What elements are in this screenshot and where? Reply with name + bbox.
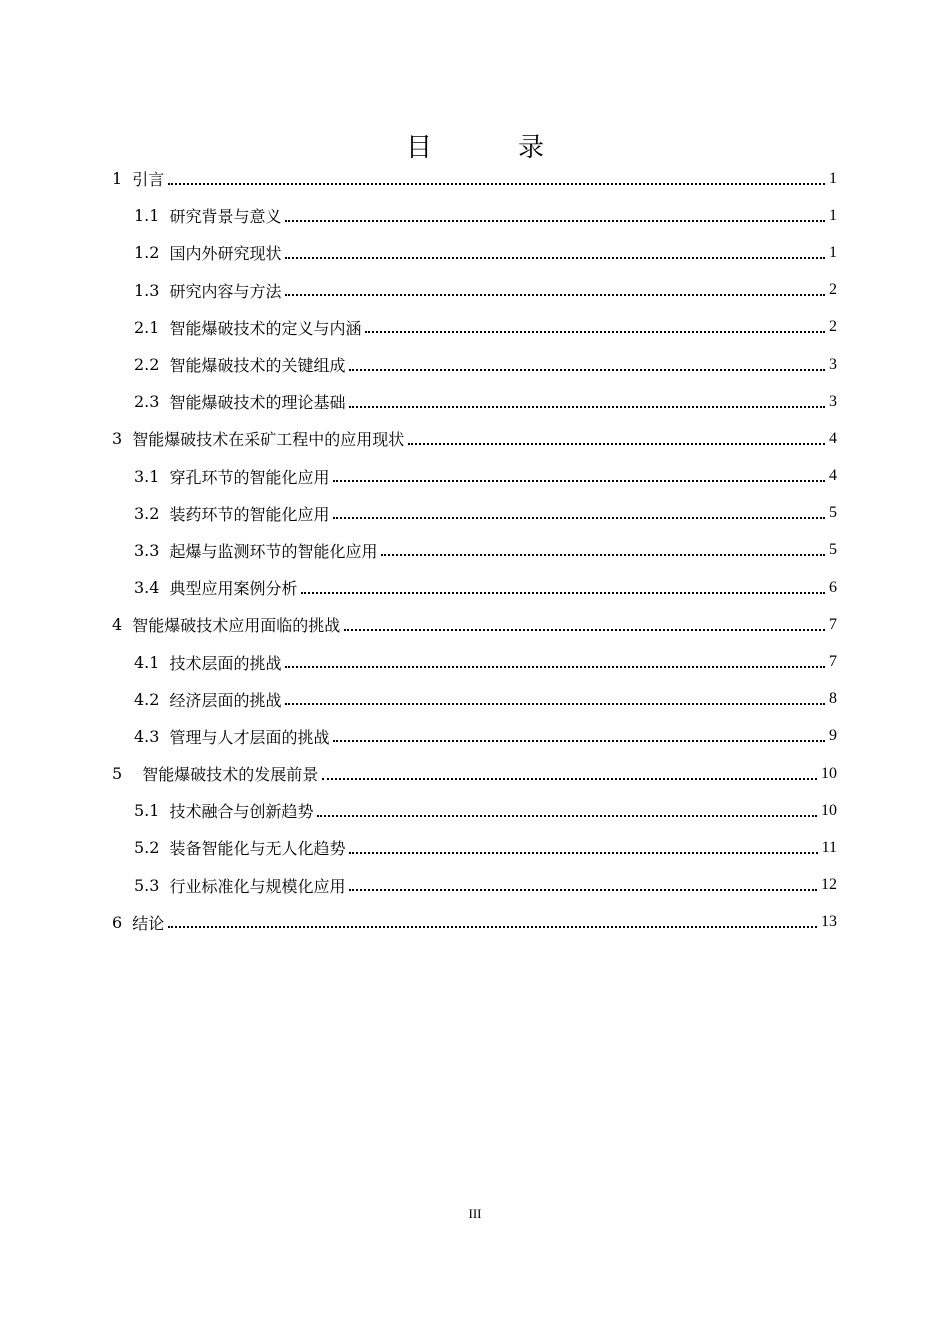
- toc-entry-number: 5.1: [134, 801, 160, 821]
- toc-entry-label: 智能爆破技术的理论基础: [169, 393, 346, 413]
- toc-dot-leader: [322, 778, 817, 780]
- toc-dot-leader: [381, 554, 825, 556]
- toc-dot-leader: [333, 480, 825, 482]
- toc-entry[interactable]: [112, 792, 837, 829]
- toc-entry-number: 2.3: [134, 392, 160, 412]
- toc-entry-label: 装药环节的智能化应用: [169, 504, 330, 524]
- toc-entry[interactable]: [112, 495, 837, 532]
- toc-entry-number: 1.1: [134, 206, 160, 226]
- toc-entry-number: 3.2: [134, 503, 160, 523]
- toc-entry-page: 10: [821, 764, 837, 782]
- toc-entry-page: 3: [829, 392, 837, 410]
- toc-entry-page: 1: [829, 206, 837, 224]
- toc-entry-number: 4.3: [134, 726, 160, 746]
- toc-entry-number: 4.2: [134, 689, 160, 709]
- toc-entry-label: 行业标准化与规模化应用: [169, 876, 346, 896]
- toc-dot-leader: [285, 220, 825, 222]
- toc-entry-label: 结论: [132, 913, 165, 933]
- toc-entry[interactable]: [112, 755, 837, 792]
- toc-entry-page: 2: [829, 318, 837, 336]
- toc-dot-leader: [349, 852, 817, 854]
- toc-entry-number: 3: [112, 429, 123, 449]
- toc-entry-number: 1.2: [134, 243, 160, 263]
- toc-entry-number: 5.2: [134, 838, 160, 858]
- toc-entry-label: 管理与人才层面的挑战: [169, 727, 330, 747]
- toc-entry-number: 6: [112, 912, 123, 932]
- toc-entry[interactable]: [112, 904, 837, 941]
- toc-entry-label: 智能爆破技术的关键组成: [169, 356, 346, 376]
- toc-entry[interactable]: [112, 272, 837, 309]
- toc-entry[interactable]: [112, 458, 837, 495]
- toc-entry-page: 2: [829, 281, 837, 299]
- toc-entry-page: 1: [829, 243, 837, 261]
- toc-entry[interactable]: [112, 234, 837, 271]
- toc-dot-leader: [349, 406, 825, 408]
- toc-entry[interactable]: [112, 867, 837, 904]
- toc-entry-label: 智能爆破技术应用面临的挑战: [132, 616, 341, 636]
- toc-entry[interactable]: [112, 643, 837, 680]
- toc-entry-number: 3.4: [134, 578, 160, 598]
- toc-entry-label: 研究内容与方法: [169, 281, 282, 301]
- toc-dot-leader: [168, 183, 825, 185]
- toc-entry-number: 3.1: [134, 466, 160, 486]
- toc-entry-page: 7: [829, 653, 837, 671]
- toc-entry-page: 12: [821, 876, 837, 894]
- toc-dot-leader: [285, 703, 825, 705]
- toc-entry-page: 4: [829, 429, 837, 447]
- toc-entry-number: 3.3: [134, 540, 160, 560]
- toc-entry-number: 1.3: [134, 280, 160, 300]
- toc-entry[interactable]: [112, 160, 837, 197]
- toc-entry-page: 1: [829, 169, 837, 187]
- toc-entry-label: 技术融合与创新趋势: [169, 802, 314, 822]
- toc-dot-leader: [317, 815, 817, 817]
- toc-entry-label: 国内外研究现状: [169, 244, 282, 264]
- toc-entry-page: 5: [829, 504, 837, 522]
- toc-dot-leader: [333, 517, 825, 519]
- toc-dot-leader: [285, 294, 825, 296]
- toc-dot-leader: [344, 629, 825, 631]
- table-of-contents: [112, 160, 837, 941]
- toc-entry-label: 引言: [132, 170, 165, 190]
- toc-entry[interactable]: [112, 681, 837, 718]
- toc-entry-label: 穿孔环节的智能化应用: [169, 467, 330, 487]
- page-number: III: [468, 1206, 482, 1221]
- toc-dot-leader: [168, 926, 817, 928]
- toc-entry[interactable]: [112, 346, 837, 383]
- toc-entry-page: 7: [829, 615, 837, 633]
- toc-entry-label: 起爆与监测环节的智能化应用: [169, 541, 378, 561]
- toc-entry-label: 典型应用案例分析: [169, 579, 298, 599]
- toc-entry-label: 经济层面的挑战: [169, 690, 282, 710]
- toc-entry-page: 11: [821, 838, 837, 856]
- toc-entry-page: 13: [821, 913, 837, 931]
- toc-dot-leader: [285, 666, 825, 668]
- toc-entry-page: 4: [829, 467, 837, 485]
- toc-dot-leader: [333, 740, 825, 742]
- toc-entry[interactable]: [112, 309, 837, 346]
- toc-entry-page: 5: [829, 541, 837, 559]
- toc-entry-label: 技术层面的挑战: [169, 653, 282, 673]
- toc-dot-leader: [365, 331, 825, 333]
- toc-entry-number: 5: [112, 764, 123, 784]
- toc-entry[interactable]: [112, 606, 837, 643]
- toc-dot-leader: [408, 443, 825, 445]
- toc-entry[interactable]: [112, 718, 837, 755]
- toc-entry-label: 智能爆破技术的发展前景: [142, 765, 319, 785]
- toc-entry-number: 2.2: [134, 355, 160, 375]
- toc-entry-label: 智能爆破技术的定义与内涵: [169, 318, 362, 338]
- toc-entry-label: 装备智能化与无人化趋势: [169, 839, 346, 859]
- toc-entry-page: 9: [829, 727, 837, 745]
- toc-entry-page: 10: [821, 801, 837, 819]
- toc-entry[interactable]: [112, 829, 837, 866]
- toc-entry-page: 8: [829, 690, 837, 708]
- toc-dot-leader: [349, 889, 817, 891]
- toc-dot-leader: [285, 257, 825, 259]
- toc-dot-leader: [301, 592, 825, 594]
- toc-entry[interactable]: [112, 420, 837, 457]
- toc-entry-number: 4.1: [134, 652, 160, 672]
- toc-entry-page: 6: [829, 578, 837, 596]
- toc-entry-number: 2.1: [134, 317, 160, 337]
- toc-entry-label: 智能爆破技术在采矿工程中的应用现状: [132, 430, 405, 450]
- toc-entry[interactable]: [112, 532, 837, 569]
- toc-entry-number: 5.3: [134, 875, 160, 895]
- toc-dot-leader: [349, 369, 825, 371]
- toc-entry[interactable]: [112, 197, 837, 234]
- toc-entry-label: 研究背景与意义: [169, 207, 282, 227]
- toc-title: 目 录: [405, 133, 574, 163]
- toc-entry[interactable]: [112, 569, 837, 606]
- toc-entry-page: 3: [829, 355, 837, 373]
- toc-entry-number: 1: [112, 169, 123, 189]
- toc-entry-number: 4: [112, 615, 123, 635]
- toc-entry[interactable]: [112, 383, 837, 420]
